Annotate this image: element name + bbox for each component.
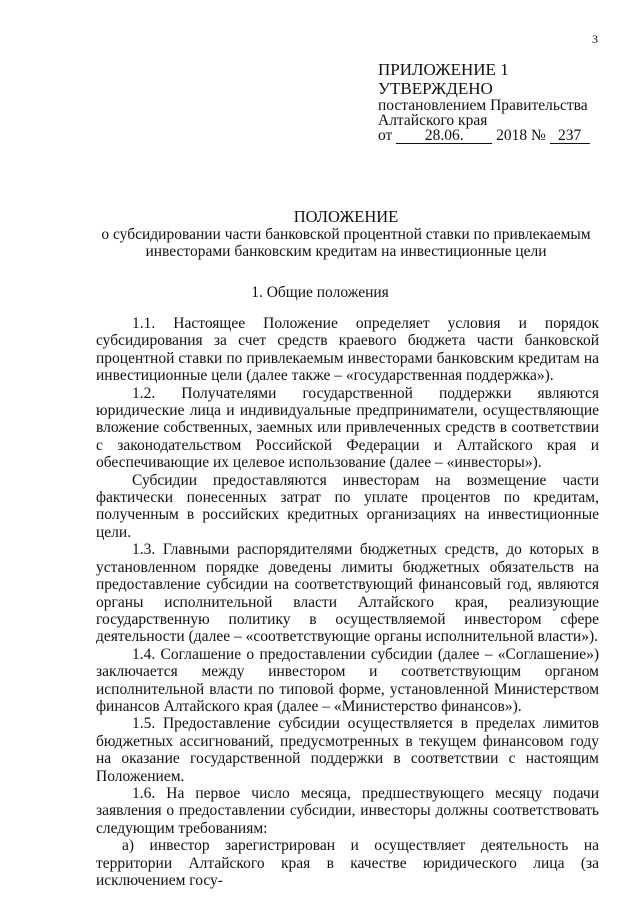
paragraph-item-a: а) инвестор зарегистрирован и осуществляет деятельность на территории Алтайского края в качестве юридического лица (за исключением госу- [96, 837, 599, 889]
date-prefix: от [378, 127, 393, 144]
approval-block [378, 60, 628, 144]
paragraph-1-4: 1.4. Соглашение о предоставлении субсидии (далее – «Соглашение») заключается между инвестором и соответствующим органом исполнительной власти по типовой форме, установленной Министерством финансов Алтайского края (далее – «Министерство финансов»). [96, 645, 599, 715]
appendix-label: ПРИЛОЖЕНИЕ 1 [378, 60, 509, 79]
paragraph-1-2: 1.2. Получателями государственной поддержки являются юридические лица и индивидуальные предприниматели, осуществляющие вложение собственных, заемных или привлеченных средств в соответствии с законодательством Российской Федерации и Алтайского края и обеспечивающие их целевое использование (далее – «инвесторы»). [96, 384, 599, 472]
page-number: 3 [592, 32, 598, 46]
year: 2018 [496, 127, 528, 144]
document-title [98, 208, 594, 260]
number-sign: № [530, 127, 546, 144]
title-line-2: инвесторами банковским кредитам на инвестиционные цели [145, 243, 547, 260]
approval-line-2: Алтайского края [378, 112, 488, 129]
approval-date-line [378, 128, 628, 144]
document-body [96, 315, 599, 889]
paragraph-1-3: 1.3. Главными распорядителями бюджетных средств, до которых в установленном порядке доведены лимиты бюджетных обязательств на предоставление субсидии на соответствующий финансовый год, являются органы исполнительной власти Алтайского края, реализующие государственную политику в осуществляемой инвестором сфере деятельности (далее – «соответствующие органы исполнительной власти»). [96, 541, 599, 646]
paragraph-1-1: 1.1. Настоящее Положение определяет условия и порядок субсидирования за счет средств краевого бюджета части банковской процентной ставки по привлекаемым инвесторами банковским кредитам на инвестиционные цели (далее также – «государственная поддержка»). [96, 315, 599, 385]
paragraph-subsidies: Субсидии предоставляются инвесторам на возмещение части фактически понесенных затрат по уплате процентов по кредитам, полученным в российских кредитных организациях на инвестиционные цели. [96, 471, 599, 541]
paragraph-1-5: 1.5. Предоставление субсидии осуществляется в пределах лимитов бюджетных ассигнований, предусмотренных в текущем финансовом году на оказание государственной поддержки в соответствии с настоящим Положением. [96, 715, 599, 785]
approved-label: УТВЕРЖДЕНО [378, 79, 493, 98]
document-number: 237 [550, 129, 590, 144]
paragraph-1-6: 1.6. На первое число месяца, предшествующего месяцу подачи заявления о предоставлении субсидии, инвесторы должны соответствовать следующим требованиям: [96, 784, 599, 837]
section-heading: 1. Общие положения [251, 284, 389, 301]
title-line-1: о субсидировании части банковской процентной ставки по привлекаемым [101, 226, 591, 243]
approval-line-1: постановлением Правительства [378, 97, 588, 114]
title-main: ПОЛОЖЕНИЕ [293, 207, 399, 226]
date-value: 28.06. [396, 129, 492, 144]
